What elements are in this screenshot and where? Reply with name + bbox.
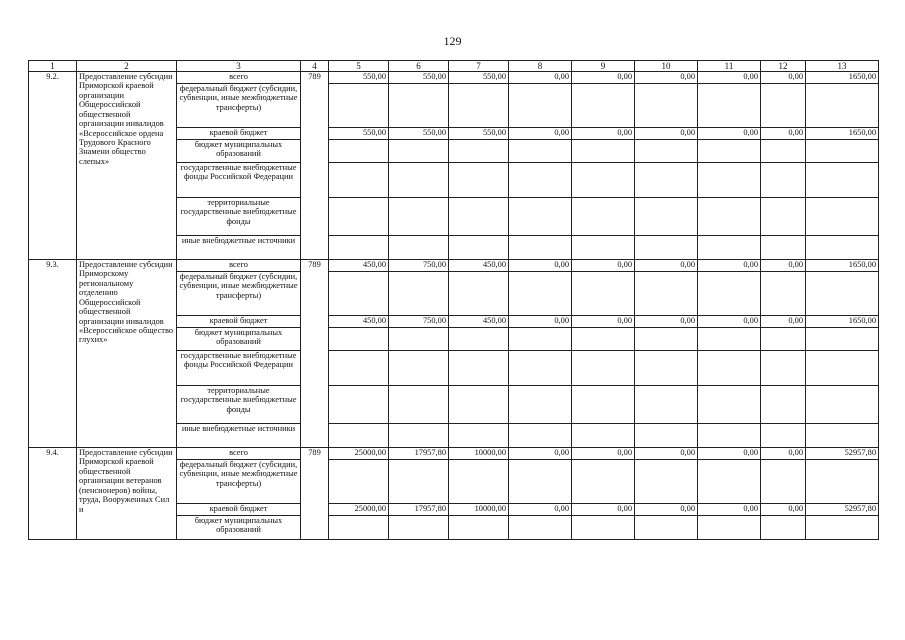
value-cell [389,236,449,260]
value-cell: 550,00 [329,128,389,140]
value-cell [806,198,879,236]
column-header: 13 [806,61,879,72]
value-cell [509,516,572,540]
value-cell [806,84,879,128]
budget-code: 789 [301,448,329,540]
value-cell: 0,00 [761,72,806,84]
value-cell: 17957,80 [389,504,449,516]
budget-table [28,60,879,540]
value-cell [389,84,449,128]
value-cell [329,140,389,163]
value-cell [389,460,449,504]
value-cell: 0,00 [509,316,572,328]
source-label: иные внебюджетные источники [177,236,301,260]
value-cell: 52957,80 [806,448,879,460]
value-cell: 0,00 [572,260,635,272]
value-cell: 0,00 [761,128,806,140]
value-cell [449,351,509,386]
value-cell [761,163,806,198]
column-header: 8 [509,61,572,72]
value-cell: 550,00 [389,72,449,84]
value-cell [698,386,761,424]
value-cell [698,198,761,236]
value-cell [698,84,761,128]
value-cell: 0,00 [509,448,572,460]
item-number: 9.4. [29,448,77,540]
value-cell [572,460,635,504]
value-cell [389,198,449,236]
value-cell [698,328,761,351]
value-cell: 0,00 [635,316,698,328]
value-cell [572,386,635,424]
column-header: 11 [698,61,761,72]
column-header: 9 [572,61,635,72]
column-header: 1 [29,61,77,72]
value-cell [449,198,509,236]
value-cell: 0,00 [509,128,572,140]
value-cell [509,386,572,424]
value-cell [635,424,698,448]
value-cell [509,272,572,316]
value-cell [449,272,509,316]
value-cell [698,272,761,316]
value-cell [329,272,389,316]
value-cell [761,516,806,540]
value-cell: 450,00 [449,260,509,272]
source-label: всего [177,260,301,272]
value-cell: 0,00 [635,128,698,140]
item-number: 9.3. [29,260,77,448]
value-cell [509,198,572,236]
column-header: 4 [301,61,329,72]
column-header: 6 [389,61,449,72]
value-cell [572,272,635,316]
source-label: краевой бюджет [177,128,301,140]
value-cell [509,236,572,260]
value-cell [389,516,449,540]
value-cell [449,460,509,504]
value-cell: 550,00 [449,72,509,84]
value-cell: 0,00 [761,504,806,516]
value-cell: 450,00 [449,316,509,328]
value-cell [389,424,449,448]
value-cell [389,140,449,163]
value-cell: 0,00 [698,448,761,460]
value-cell [761,351,806,386]
value-cell: 25000,00 [329,504,389,516]
value-cell [806,236,879,260]
value-cell [698,460,761,504]
value-cell [761,386,806,424]
value-cell [449,140,509,163]
value-cell: 0,00 [761,448,806,460]
column-header: 5 [329,61,389,72]
value-cell: 0,00 [509,260,572,272]
value-cell [509,328,572,351]
value-cell: 750,00 [389,316,449,328]
value-cell [449,84,509,128]
value-cell [761,272,806,316]
source-label: территориальные государственные внебюджетные фонды [177,198,301,236]
value-cell [635,351,698,386]
value-cell [806,460,879,504]
value-cell [389,328,449,351]
value-cell: 0,00 [509,72,572,84]
value-cell [329,351,389,386]
value-cell [806,140,879,163]
value-cell [806,328,879,351]
value-cell [329,84,389,128]
value-cell [389,351,449,386]
value-cell [806,351,879,386]
value-cell: 0,00 [572,316,635,328]
value-cell: 0,00 [635,72,698,84]
value-cell [449,386,509,424]
value-cell [806,424,879,448]
page-number: 129 [443,34,462,48]
value-cell: 0,00 [698,260,761,272]
value-cell [509,351,572,386]
value-cell [572,328,635,351]
value-cell [806,516,879,540]
value-cell [389,272,449,316]
value-cell [761,84,806,128]
value-cell [698,236,761,260]
item-title: Предоставление субсидии Приморскому региональному отделению Общероссийской общественной организации инвалидов «Всероссийское общество глухих» [77,260,177,448]
source-label: федеральный бюджет (субсидии, субвенции, иные межбюджетные трансферты) [177,84,301,128]
value-cell: 52957,80 [806,504,879,516]
source-label: краевой бюджет [177,504,301,516]
value-cell: 0,00 [635,260,698,272]
value-cell: 25000,00 [329,448,389,460]
value-cell [509,163,572,198]
value-cell [806,272,879,316]
value-cell: 750,00 [389,260,449,272]
item-title: Предоставление субсидии Приморской краевой организации Общероссийской общественной организации инвалидов «Всероссийское ордена Трудового Красного Знамени общество слепых» [77,72,177,260]
value-cell [572,236,635,260]
value-cell: 1650,00 [806,260,879,272]
value-cell [635,198,698,236]
value-cell [329,516,389,540]
table-body [29,61,879,540]
value-cell [329,424,389,448]
value-cell: 1650,00 [806,128,879,140]
value-cell: 0,00 [698,316,761,328]
budget-code: 789 [301,72,329,260]
table-row [29,260,879,272]
value-cell [698,424,761,448]
source-label: всего [177,72,301,84]
column-header: 7 [449,61,509,72]
value-cell: 0,00 [572,128,635,140]
value-cell [389,163,449,198]
column-header: 12 [761,61,806,72]
value-cell [572,198,635,236]
value-cell: 0,00 [572,72,635,84]
value-cell: 0,00 [572,448,635,460]
value-cell: 450,00 [329,316,389,328]
value-cell [572,351,635,386]
value-cell: 550,00 [449,128,509,140]
value-cell [635,516,698,540]
value-cell [572,424,635,448]
value-cell [806,386,879,424]
value-cell: 0,00 [635,504,698,516]
value-cell: 10000,00 [449,504,509,516]
value-cell [761,198,806,236]
source-label: государственные внебюджетные фонды Российской Федерации [177,163,301,198]
value-cell [509,140,572,163]
value-cell: 0,00 [698,128,761,140]
value-cell [635,140,698,163]
table-row [29,72,879,84]
value-cell [761,424,806,448]
value-cell: 1650,00 [806,72,879,84]
value-cell [389,386,449,424]
source-label: всего [177,448,301,460]
source-label: иные внебюджетные источники [177,424,301,448]
source-label: бюджет муниципальных образований [177,328,301,351]
source-label: федеральный бюджет (субсидии, субвенции, иные межбюджетные трансферты) [177,460,301,504]
value-cell [761,140,806,163]
value-cell: 10000,00 [449,448,509,460]
value-cell: 550,00 [389,128,449,140]
column-header: 3 [177,61,301,72]
value-cell [329,236,389,260]
value-cell [806,163,879,198]
value-cell [698,351,761,386]
value-cell [509,424,572,448]
value-cell [698,163,761,198]
value-cell [635,163,698,198]
value-cell: 0,00 [698,72,761,84]
column-header: 2 [77,61,177,72]
value-cell [329,163,389,198]
source-label: бюджет муниципальных образований [177,516,301,540]
item-title: Предоставление субсидии Приморской краевой общественной организации ветеранов (пенсионеров) войны, труда, Вооруженных Сил и [77,448,177,540]
column-header-row [29,61,879,72]
value-cell [449,424,509,448]
budget-code: 789 [301,260,329,448]
value-cell [698,516,761,540]
value-cell [449,516,509,540]
value-cell [329,460,389,504]
value-cell [572,84,635,128]
value-cell [329,386,389,424]
value-cell [449,328,509,351]
value-cell [449,236,509,260]
source-label: государственные внебюджетные фонды Российской Федерации [177,351,301,386]
value-cell [635,272,698,316]
value-cell [635,328,698,351]
table-row [29,448,879,460]
value-cell [761,460,806,504]
value-cell [329,198,389,236]
value-cell [509,84,572,128]
value-cell [572,516,635,540]
value-cell [635,460,698,504]
source-label: краевой бюджет [177,316,301,328]
value-cell: 1650,00 [806,316,879,328]
value-cell [572,140,635,163]
value-cell: 17957,80 [389,448,449,460]
value-cell [761,328,806,351]
value-cell: 0,00 [761,316,806,328]
value-cell: 0,00 [761,260,806,272]
value-cell [509,460,572,504]
source-label: бюджет муниципальных образований [177,140,301,163]
value-cell [572,163,635,198]
column-header: 10 [635,61,698,72]
value-cell: 550,00 [329,72,389,84]
value-cell [761,236,806,260]
value-cell [698,140,761,163]
value-cell [635,236,698,260]
value-cell [635,84,698,128]
value-cell [329,328,389,351]
value-cell [449,163,509,198]
value-cell: 0,00 [509,504,572,516]
value-cell [635,386,698,424]
item-number: 9.2. [29,72,77,260]
value-cell: 0,00 [698,504,761,516]
value-cell: 0,00 [572,504,635,516]
value-cell: 450,00 [329,260,389,272]
source-label: территориальные государственные внебюджетные фонды [177,386,301,424]
source-label: федеральный бюджет (субсидии, субвенции, иные межбюджетные трансферты) [177,272,301,316]
value-cell: 0,00 [635,448,698,460]
